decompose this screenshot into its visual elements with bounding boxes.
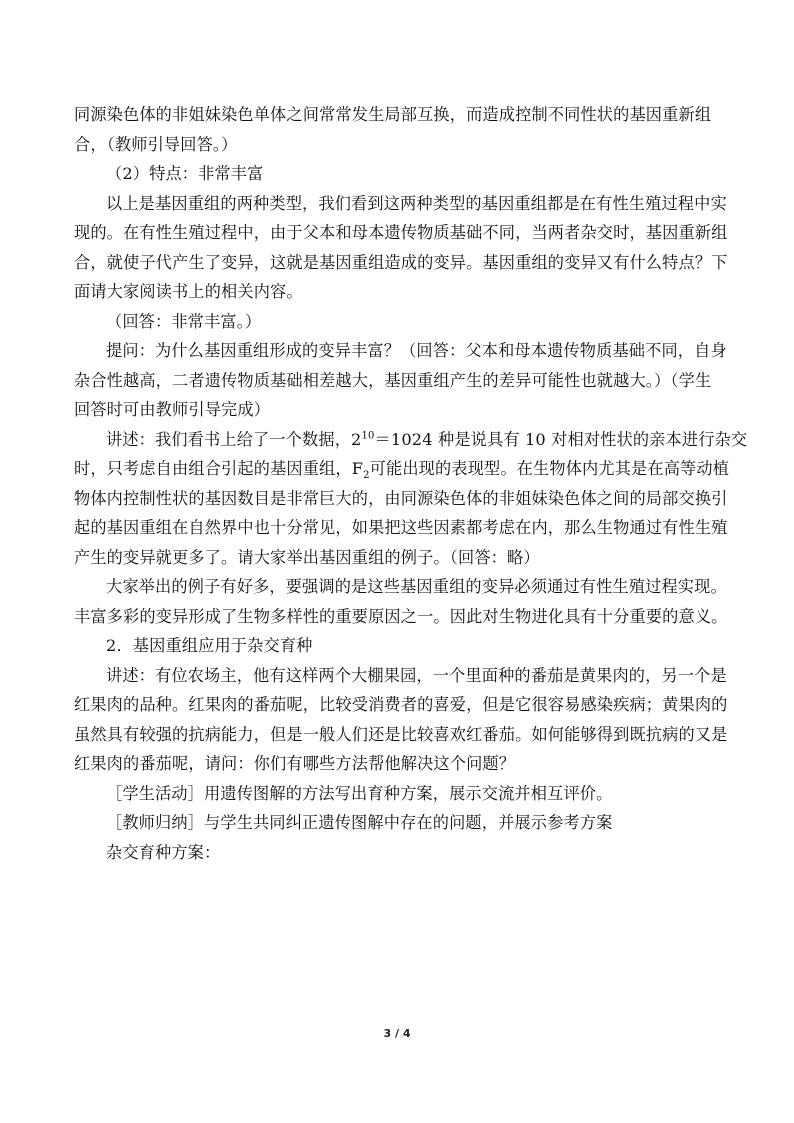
document-body (74, 100, 748, 867)
text-line: 提问：为什么基因重组形成的变异丰富？（回答：父本和母本遗传物质基础不同，自身 (106, 341, 727, 360)
text-line: 红果肉的品种。红果肉的番茄呢，比较受消费者的喜爱，但是它很容易感染疾病；黄果肉的 (74, 695, 728, 714)
subscript-generation: 2 (363, 470, 370, 482)
text-line: 大家举出的例子有好多，要强调的是这些基因重组的变异必须通过有性生殖过程实现。 (106, 577, 727, 596)
superscript-exponent: 10 (361, 430, 375, 442)
text-line: 同源染色体的非姐妹染色单体之间常常发生局部互换，而造成控制不同性状的基因重新组 (74, 105, 712, 124)
text-line: 以上是基因重组的两种类型，我们看到这两种类型的基因重组都是在有性生殖过程中实 (106, 193, 727, 213)
text-fragment: 时，只考虑自由组合引起的基因重组，F (74, 459, 364, 478)
text-line: 丰富多彩的变异形成了生物多样性的重要原因之一。因此对生物进化具有十分重要的意义。 (74, 606, 728, 626)
section-heading: 2．基因重组应用于杂交育种 (106, 636, 313, 655)
text-line-with-superscript (74, 425, 748, 455)
text-line: 杂合性越高，二者遗传物质基础相差越大，基因重组产生的差异可能性也就越大。）（学生 (74, 370, 712, 390)
text-line: 起的基因重组在自然界中也十分常见，如果把这些因素都考虑在内，那么生物通过有性生殖 (74, 518, 728, 537)
text-line: 面请大家阅读书上的相关内容。 (74, 282, 303, 301)
text-line: 合，就使子代产生了变异，这就是基因重组造成的变异。基因重组的变异又有什么特点？下 (74, 252, 728, 272)
text-line: ［学生活动］用遗传图解的方法写出育种方案，展示交流并相互评价。 (106, 783, 613, 803)
text-line: （回答：非常丰富。） (106, 311, 262, 331)
text-fragment: 讲述：我们看书上给了一个数据，2 (106, 429, 362, 449)
text-line: 产生的变异就更多了。请大家举出基因重组的例子。（回答：略） (74, 547, 540, 567)
text-line: 杂交育种方案： (106, 842, 221, 862)
text-line: ［教师归纳］与学生共同纠正遗传图解中存在的问题，并展示参考方案 (106, 813, 613, 832)
page-number: 3 / 4 (383, 1027, 411, 1040)
text-fragment: 可能出现的表现型。在生物体内尤其是在高等动植 (369, 459, 730, 478)
text-line: 回答时可由教师引导完成） (74, 400, 271, 419)
text-line-with-subscript (74, 454, 730, 484)
text-line: 合，（教师引导回答。） (74, 134, 238, 154)
text-line: 红果肉的番茄呢，请问：你们有哪些方法帮他解决这个问题？ (74, 754, 516, 773)
text-line: 虽然具有较强的抗病能力，但是一般人们还是比较喜欢红番茄。如何能够得到既抗病的又是 (74, 724, 728, 744)
section-heading: （2）特点：非常丰富 (106, 164, 264, 183)
text-line: 物体内控制性状的基因数目是非常巨大的，由同源染色体的非姐妹染色体之间的局部交换引 (74, 488, 728, 508)
text-line: 讲述：有位农场主，他有这样两个大棚果园，一个里面种的番茄是黄果肉的，另一个是 (106, 665, 727, 685)
text-line: 现的。在有性生殖过程中，由于父本和母本遗传物质基础不同，当两者杂交时，基因重新组 (74, 223, 728, 242)
text-fragment: ＝1024 种是说具有 10 对相对性状的亲本进行杂交 (374, 429, 748, 449)
